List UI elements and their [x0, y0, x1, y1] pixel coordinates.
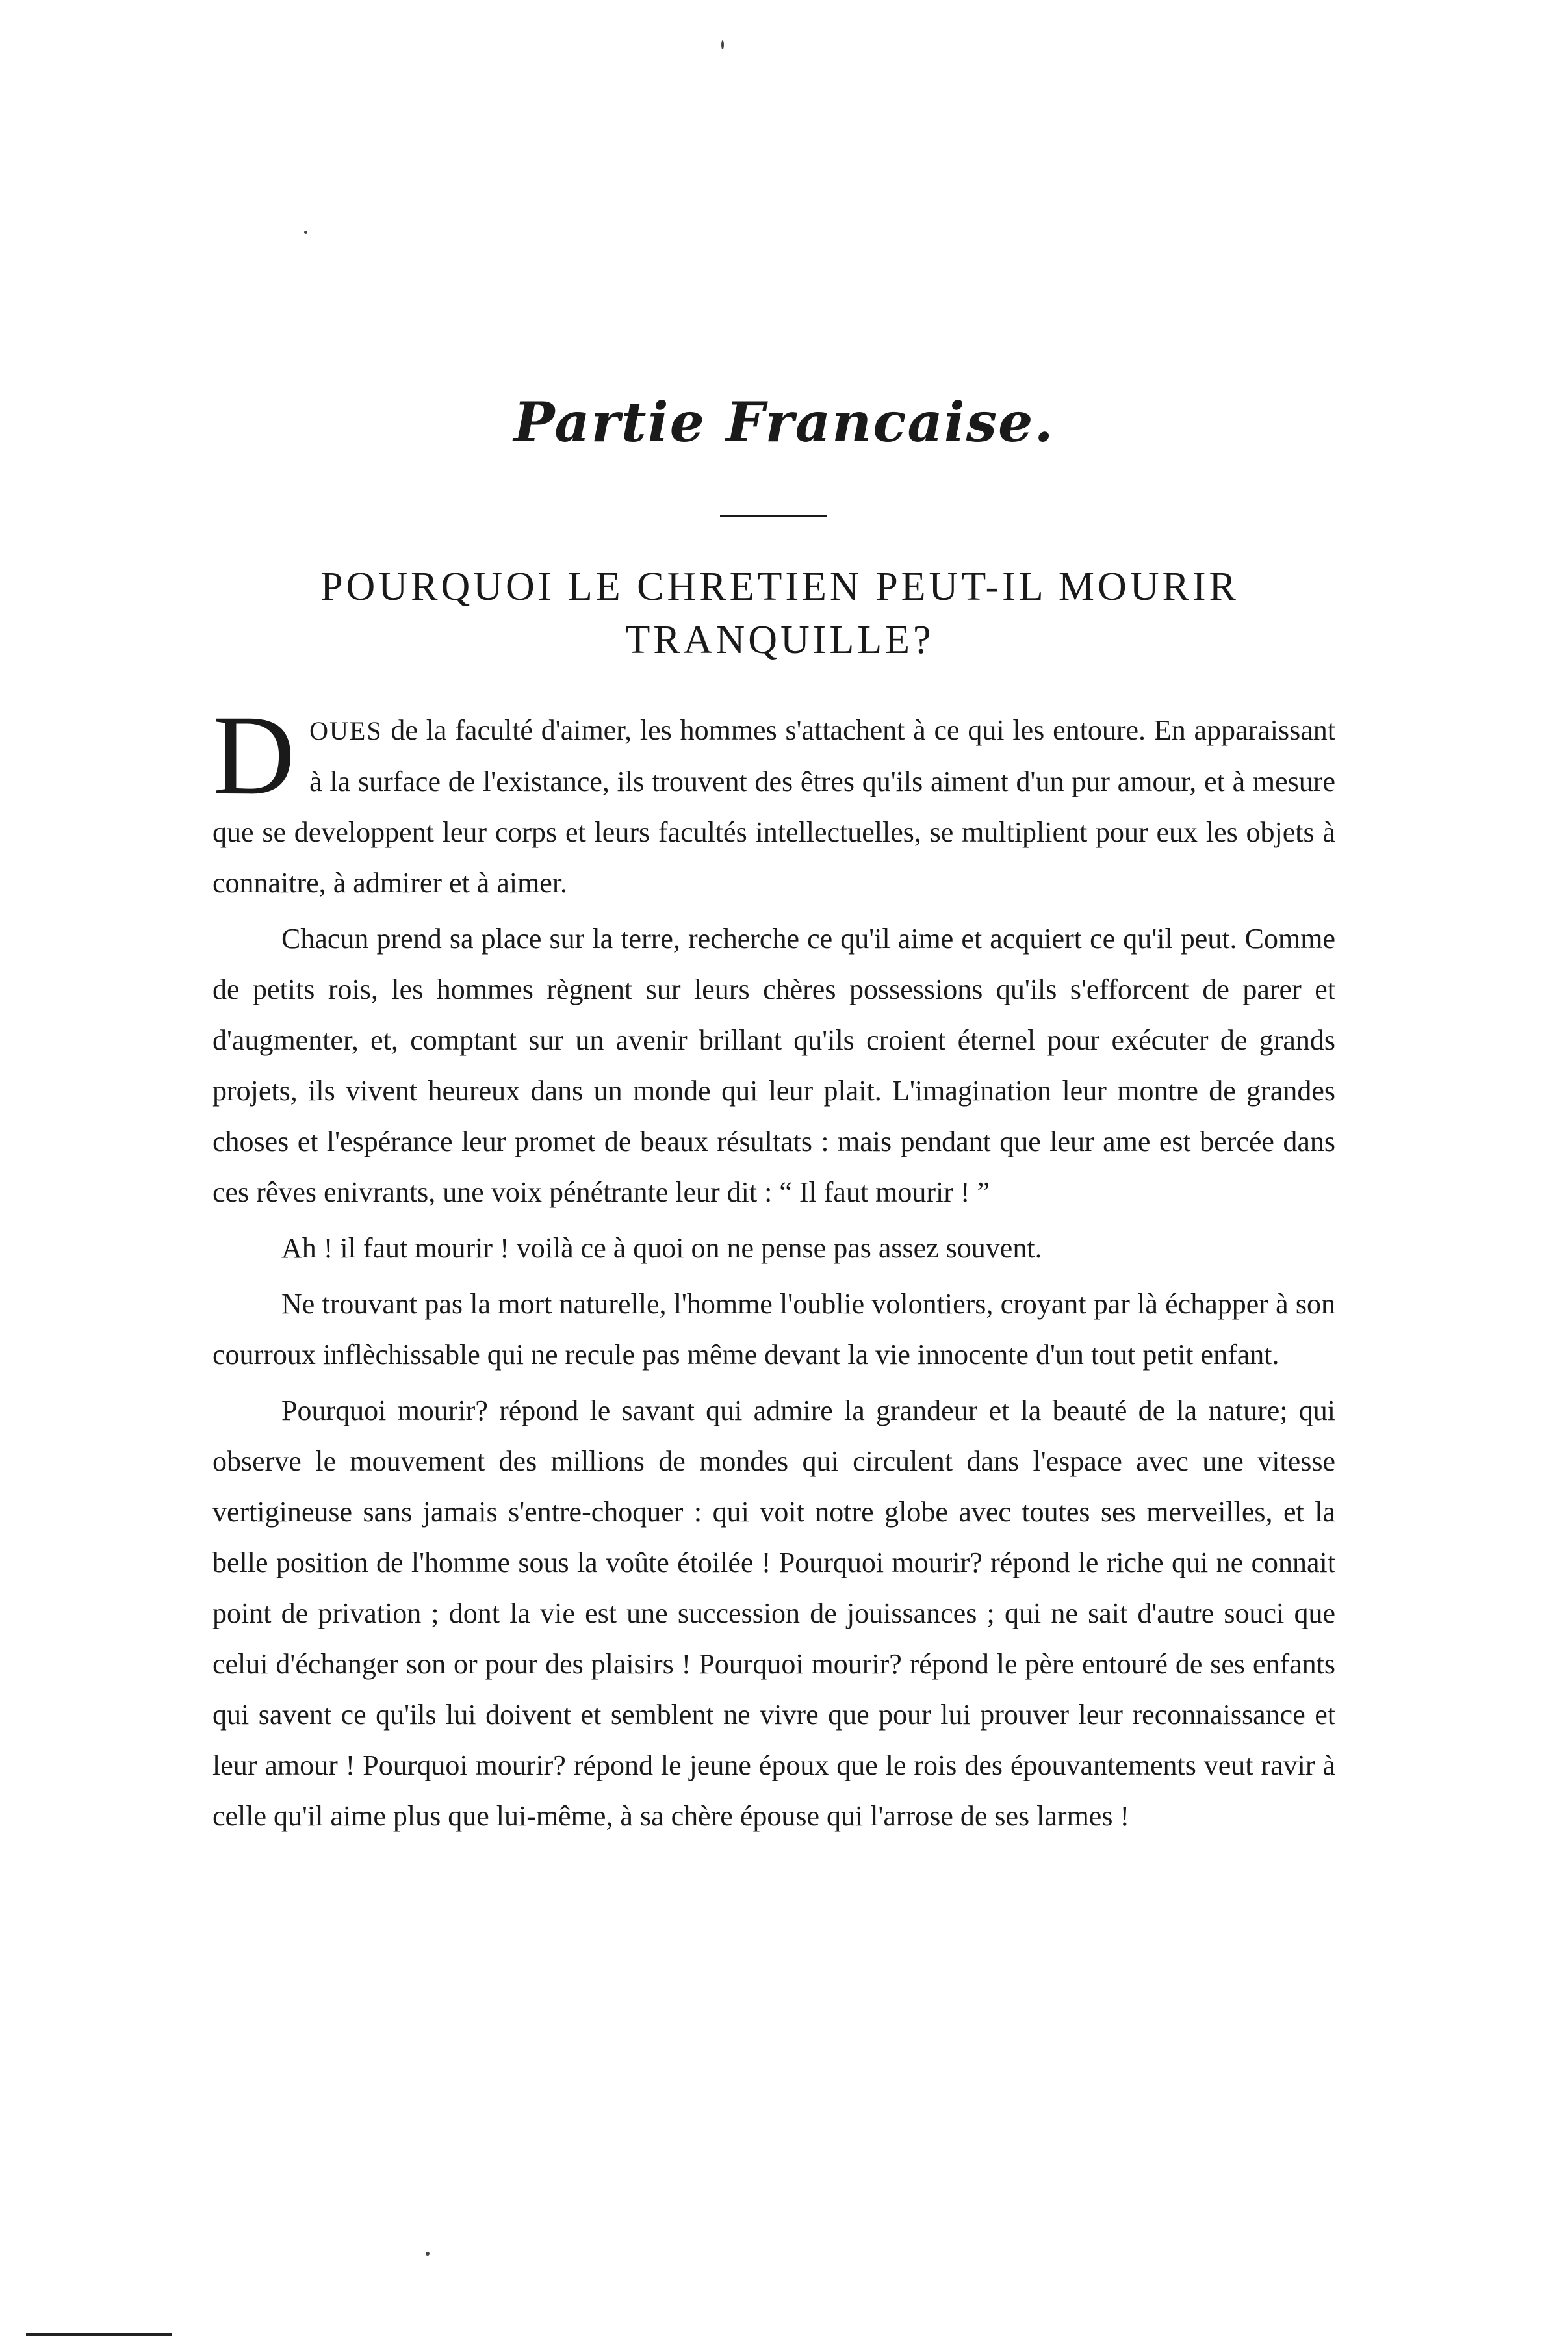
paragraph-1 — [212, 692, 1335, 908]
paragraph-3: Ah ! il faut mourir ! voilà ce à quoi on ne pense pas assez souvent. — [281, 1232, 1042, 1264]
paragraph-5: Pourquoi mourir? répond le savant qui admire la grandeur et la beauté de la nature; qui observe le mouvement des millions de mondes qui circulent dans l'espace avec une vitesse vertigineuse sans jamais s'entre-choquer : qui voit notre globe avec toutes ses merveilles, et la belle position de l'homme sous la voûte étoilée ! Pourquoi mourir? répond le riche qui ne connait point de privation ; dont la vie est une succession de jouissances ; qui ne sait d'autre souci que celui d'échanger son or pour des plaisirs ! Pourquoi mourir? répond le père entouré de ses enfants qui savent ce qu'ils lui doivent et semblent ne vivre que pour lui prouver leur reconnaissance et leur amour ! Pourquoi mourir? répond le jeune époux que le rois des épouvantements veut ravir à celle qu'il aime plus que lui-même, à sa chère épouse qui l'arrose de ses larmes ! — [212, 1395, 1335, 1832]
drop-cap: D — [212, 692, 296, 819]
section-title: Partie Francaise. — [513, 390, 1055, 454]
paragraph-1-lead: OUES — [309, 716, 383, 745]
paragraph-1-text: de la faculté d'aimer, les hommes s'attachent à ce qui les entoure. En apparaissant à la surface de l'existance, ils trouvent des êtres qu'ils aiment d'un pur amour, et à mesure que se developpent leur corps et leurs facultés intellectuelles, se multiplient pour eux les objets à connaitre, à admirer et à aimer. — [212, 714, 1335, 899]
speck-mark — [304, 231, 307, 234]
speck-mark — [721, 40, 724, 49]
speck-mark — [426, 2252, 430, 2256]
bottom-rule — [26, 2333, 172, 2336]
paragraph-4: Ne trouvant pas la mort naturelle, l'homme l'oublie volontiers, croyant par là échapper à son courroux inflèchissable qui ne recule pas même devant la vie innocente d'un tout petit enfant. — [212, 1288, 1335, 1371]
article-body — [212, 692, 1335, 1847]
title-divider — [720, 515, 827, 517]
paragraph-2: Chacun prend sa place sur la terre, recherche ce qu'il aime et acquiert ce qu'il peut. Comme de petits rois, les hommes règnent sur leurs chères possessions qu'ils s'efforcent de parer et d'augmenter, et, comptant sur un avenir brillant qu'ils croient éternel pour exécuter de grands projets, ils vivent heureux dans un monde qui leur plait. L'imagination leur montre de grandes choses et l'espérance leur promet de beaux résultats : mais pendant que leur ame est bercée dans ces rêves enivrants, une voix pénétrante leur dit : “ Il faut mourir ! ” — [212, 923, 1335, 1208]
article-title: POURQUOI LE CHRETIEN PEUT-IL MOURIR TRANQUILLE? — [320, 565, 1239, 662]
